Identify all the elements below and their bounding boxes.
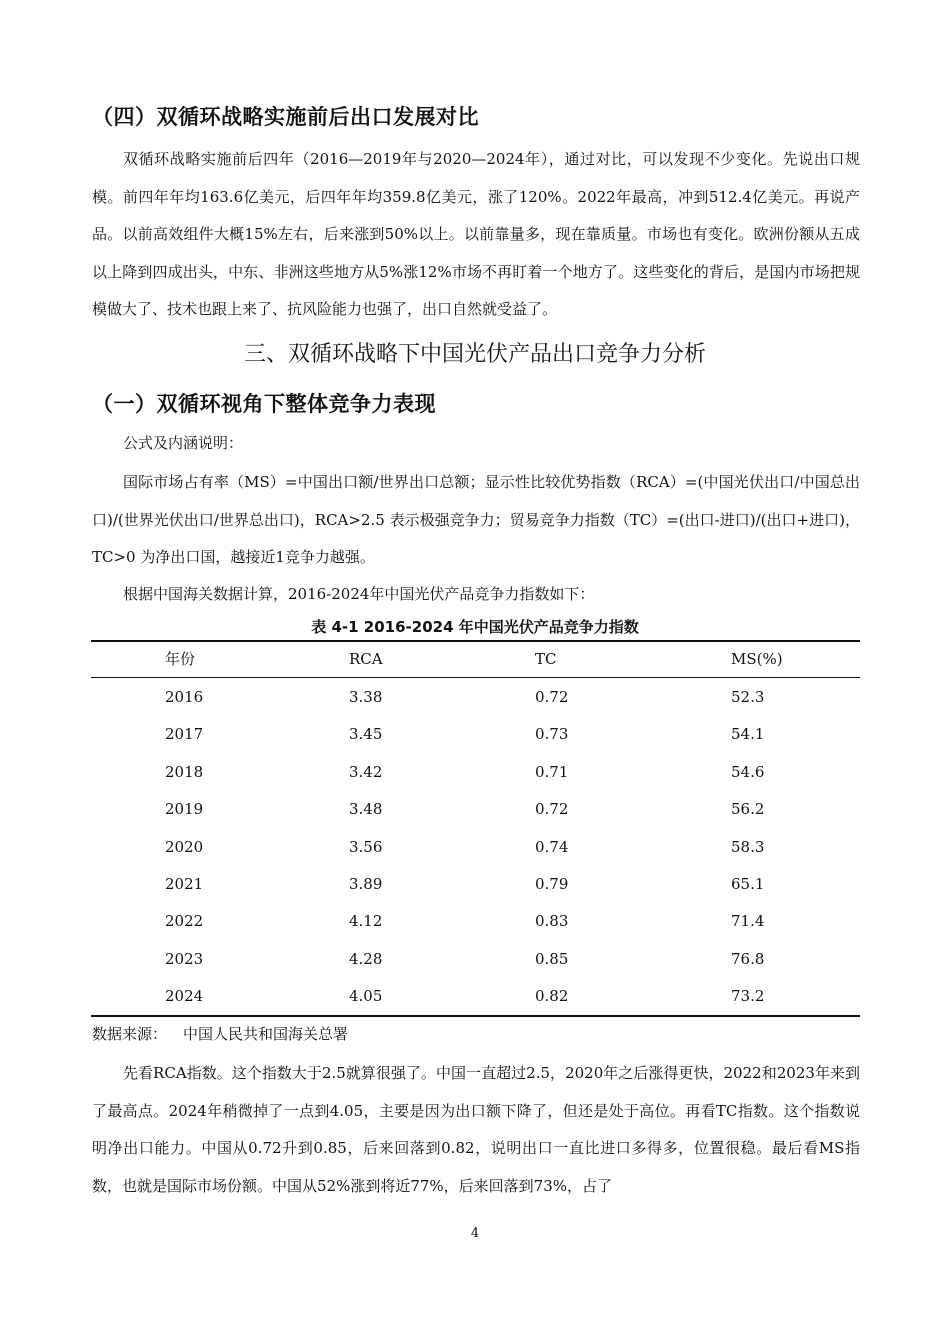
data-source-label: 数据来源： bbox=[92, 1025, 168, 1043]
table-row bbox=[91, 978, 860, 1015]
table-row bbox=[91, 716, 860, 753]
cell-year: 2024 bbox=[165, 987, 204, 1006]
table-row bbox=[91, 679, 860, 716]
cell-tc: 0.85 bbox=[535, 949, 569, 968]
cell-year: 2017 bbox=[165, 725, 204, 744]
data-source-value: 中国人民共和国海关总署 bbox=[183, 1025, 349, 1043]
section-4-paragraph: 双循环战略实施前后四年（2016—2019年与2020—2024年），通过对比，可以发现不少变化。先说出口规模。前四年年均163.6亿美元，后四年年均359.8亿美元，涨了120%。2022年最高，冲到512.4亿美元。再说产品。以前高效组件大概15%左右，后来涨到50%以上。以前靠量多，现在靠质量。市场也有变化。欧洲份额从五成以上降到四成出头，中东、非洲这些地方从5%涨12%市场不再盯着一个地方了。这些变化的背后，是国内市场把规模做大了、技术也跟上来了、抗风险能力也强了，出口自然就受益了。 bbox=[92, 150, 860, 318]
cell-rca: 3.38 bbox=[349, 688, 383, 706]
cell-year: 2016 bbox=[165, 688, 204, 706]
cell-year: 2023 bbox=[165, 949, 204, 968]
cell-tc: 0.72 bbox=[535, 688, 569, 706]
formula-text: 国际市场占有率（MS）=中国出口额/世界出口总额；显示性比较优势指数（RCA）=(中国光伏出口/中国总出口)/(世界光伏出口/世界总出口)，RCA>2.5 表示极强竞争力；贸易竞争力指数（TC）=(出口-进口)/(出口+进口)，TC>0 为净出口国，越接近1竞争力越强。 bbox=[92, 473, 860, 566]
cell-ms: 71.4 bbox=[731, 912, 765, 931]
table-mid-rule bbox=[91, 677, 860, 678]
cell-rca: 4.28 bbox=[349, 949, 383, 968]
table-row bbox=[91, 754, 860, 791]
cell-rca: 3.56 bbox=[349, 837, 383, 856]
cell-tc: 0.71 bbox=[535, 762, 569, 781]
formula-label: 公式及内涵说明： bbox=[123, 434, 244, 452]
cell-ms: 56.2 bbox=[731, 800, 765, 819]
table-row bbox=[91, 866, 860, 903]
table-header-row bbox=[91, 641, 860, 678]
table-row bbox=[91, 791, 860, 828]
cell-rca: 3.45 bbox=[349, 725, 383, 744]
cell-tc: 0.82 bbox=[535, 987, 569, 1006]
cell-year: 2022 bbox=[165, 912, 204, 931]
chapter-heading: 三、双循环战略下中国光伏产品出口竞争力分析 bbox=[243, 342, 706, 367]
cell-ms: 54.1 bbox=[731, 725, 765, 744]
table-row bbox=[91, 829, 860, 866]
table-row bbox=[91, 941, 860, 978]
section-heading-1: （一）双循环视角下整体竞争力表现 bbox=[92, 392, 436, 416]
cell-rca: 4.05 bbox=[349, 987, 383, 1006]
cell-ms: 73.2 bbox=[731, 987, 765, 1006]
cell-tc: 0.79 bbox=[535, 875, 569, 893]
page-number: 4 bbox=[470, 1226, 480, 1241]
cell-ms: 52.3 bbox=[731, 688, 765, 706]
header-tc: TC bbox=[535, 650, 557, 668]
section-heading-4: （四）双循环战略实施前后出口发展对比 bbox=[92, 105, 479, 129]
header-ms: MS(%) bbox=[731, 650, 783, 668]
table-intro: 根据中国海关数据计算，2016-2024年中国光伏产品竞争力指数如下： bbox=[123, 585, 595, 603]
cell-tc: 0.74 bbox=[535, 837, 569, 856]
cell-ms: 58.3 bbox=[731, 837, 765, 856]
cell-rca: 3.42 bbox=[349, 762, 383, 781]
cell-ms: 54.6 bbox=[731, 762, 765, 781]
header-year: 年份 bbox=[165, 650, 196, 668]
cell-rca: 3.89 bbox=[349, 875, 383, 893]
header-rca: RCA bbox=[349, 650, 383, 668]
cell-rca: 3.48 bbox=[349, 800, 383, 819]
cell-ms: 65.1 bbox=[731, 875, 765, 893]
data-source bbox=[92, 1023, 348, 1044]
cell-tc: 0.73 bbox=[535, 725, 569, 744]
table-bottom-rule bbox=[91, 1015, 860, 1017]
cell-year: 2021 bbox=[165, 875, 204, 893]
cell-year: 2018 bbox=[165, 762, 204, 781]
cell-tc: 0.83 bbox=[535, 912, 569, 931]
cell-rca: 4.12 bbox=[349, 912, 383, 931]
cell-year: 2019 bbox=[165, 800, 204, 819]
cell-tc: 0.72 bbox=[535, 800, 569, 819]
cell-ms: 76.8 bbox=[731, 949, 765, 968]
table-caption: 表 4-1 2016-2024 年中国光伏产品竞争力指数 bbox=[311, 618, 639, 636]
table-row bbox=[91, 903, 860, 940]
analysis-paragraph: 先看RCA指数。这个指数大于2.5就算很强了。中国一直超过2.5，2020年之后涨得更快，2022和2023年来到了最高点。2024年稍微掉了一点到4.05，主要是因为出口额下降了，但还是处于高位。再看TC指数。这个指数说明净出口能力。中国从0.72升到0.85，后来回落到0.82，说明出口一直比进口多得多，位置很稳。最后看MS指数，也就是国际市场份额。中国从52%涨到将近77%，后来回落到73%，占了 bbox=[92, 1064, 860, 1195]
cell-year: 2020 bbox=[165, 837, 204, 856]
